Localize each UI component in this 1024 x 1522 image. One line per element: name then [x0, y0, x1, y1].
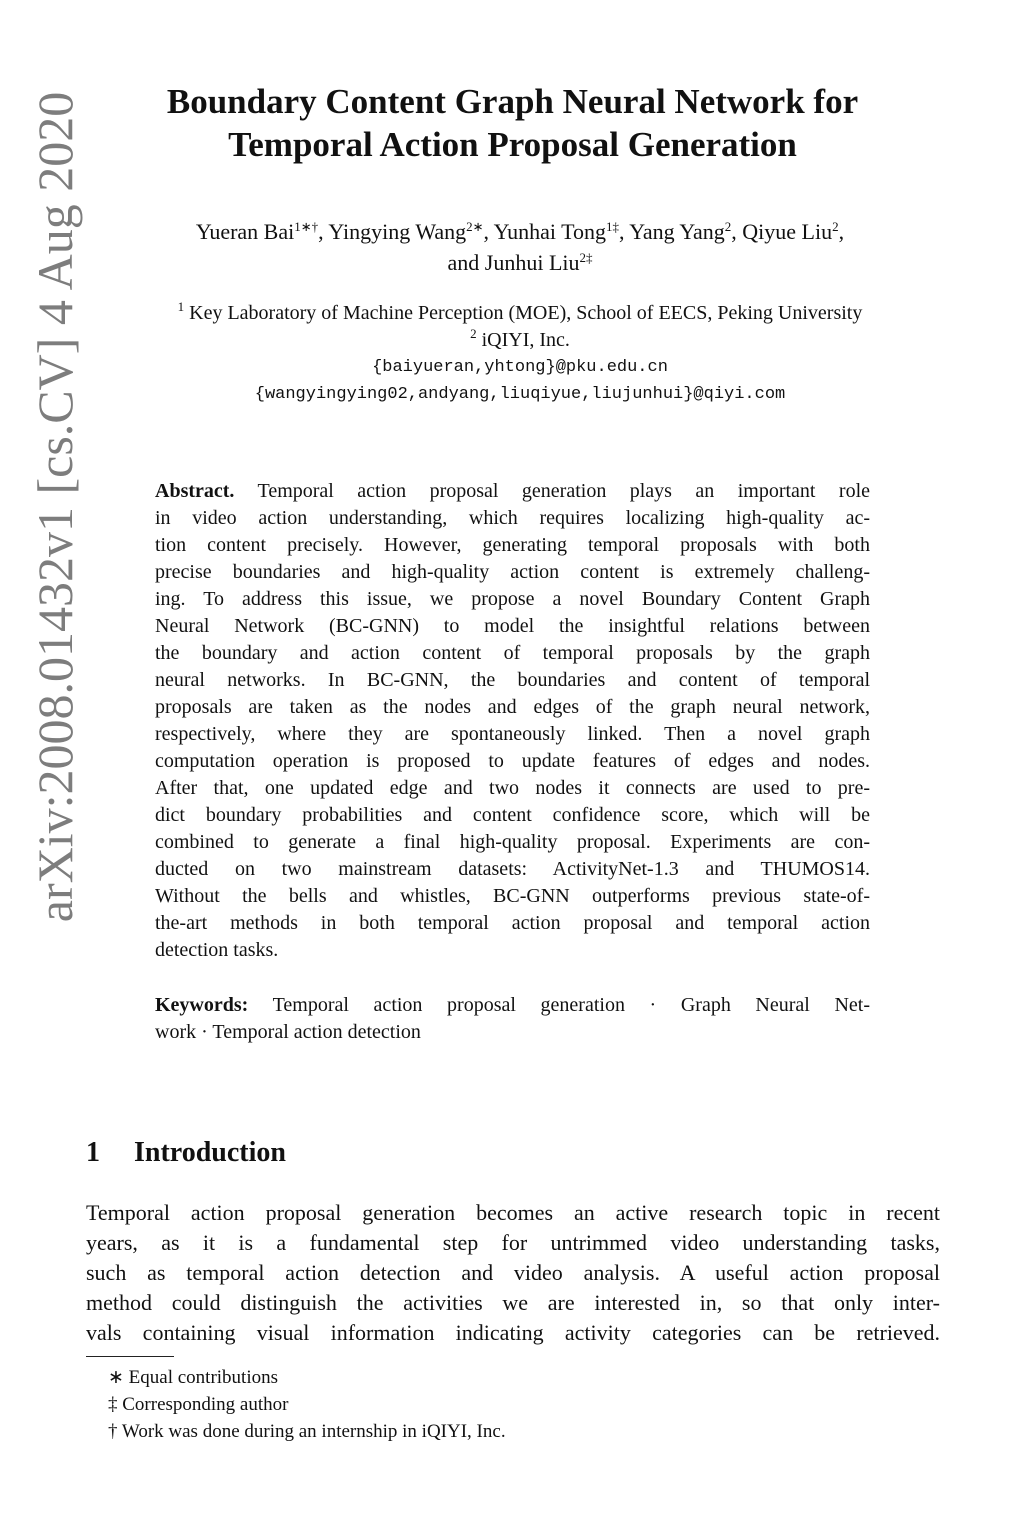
abstract-line: computation operation is proposed to update features of edges and nodes. [155, 750, 870, 772]
abstract-line: Neural Network (BC-GNN) to model the insightful relations between [155, 615, 870, 637]
abstract-line: the-art methods in both temporal action proposal and temporal action [155, 912, 870, 934]
abstract-line: dict boundary probabilities and content confidence score, which will be [155, 804, 870, 826]
abstract-line: ing. To address this issue, we propose a novel Boundary Content Graph [155, 588, 870, 610]
abstract-line: precise boundaries and high-quality action content is extremely challeng- [155, 561, 870, 583]
author-list [95, 216, 945, 278]
affiliation-text: Key Laboratory of Machine Perception (MOE), School of EECS, Peking University [184, 302, 863, 324]
arxiv-identifier-text: arXiv:2008.01432v1 [cs.CV] 4 Aug 2020 [27, 91, 83, 923]
author-line-1 [95, 216, 945, 247]
abstract-line: the boundary and action content of temporal proposals by the graph [155, 642, 870, 664]
author-mark: 2∗ [466, 219, 484, 234]
intro-line: Temporal action proposal generation becomes an active research topic in recent [86, 1200, 940, 1225]
abstract-line: respectively, where they are spontaneously linked. Then a novel graph [155, 723, 870, 745]
author-mark: 2 [724, 219, 732, 234]
author-name: , Qiyue Liu [731, 219, 833, 244]
author-line-2 [95, 247, 945, 278]
author-separator: , [838, 219, 845, 244]
affiliation-2 [95, 327, 945, 354]
intro-line: method could distinguish the activities we are interested in, so that only inter- [86, 1290, 940, 1315]
author-mark: 1‡ [606, 219, 620, 234]
abstract-line: proposals are taken as the nodes and edges of the graph neural network, [155, 696, 870, 718]
abstract-line: detection tasks. [155, 939, 279, 961]
arxiv-identifier [24, 74, 86, 940]
keywords-text: Temporal action proposal generation · Graph Neural Net- [272, 994, 871, 1016]
abstract-line: tion content precisely. However, generating temporal proposals with both [155, 534, 870, 556]
footnote: ∗ Equal contributions [108, 1367, 279, 1388]
abstract-line [155, 478, 870, 505]
intro-line: years, as it is a fundamental step for untrimmed video understanding tasks, [86, 1230, 940, 1255]
keywords [155, 992, 870, 1046]
intro-line: vals containing visual information indicating activity categories can be retrieved. [86, 1320, 940, 1345]
footnote-rule [86, 1356, 174, 1357]
author-name: Yueran Bai [195, 219, 295, 244]
abstract-line: combined to generate a final high-quality proposal. Experiments are con- [155, 831, 870, 853]
affiliations [95, 300, 945, 408]
footnote: ‡ Corresponding author [108, 1394, 289, 1415]
title-line-1: Boundary Content Graph Neural Network for [166, 82, 859, 121]
footnote: † Work was done during an internship in iQIYI, Inc. [108, 1421, 506, 1442]
abstract-label: Abstract. [155, 480, 235, 502]
keywords-line-2: work · Temporal action detection [155, 1021, 421, 1043]
author-mark: 2‡ [579, 250, 593, 265]
abstract-line: in video action understanding, which requires localizing high-quality ac- [155, 507, 870, 529]
author-name: , Yang Yang [619, 219, 725, 244]
keywords-label: Keywords: [155, 994, 249, 1016]
section-title: Introduction [134, 1137, 286, 1168]
author-mark: 1∗† [294, 219, 319, 234]
keywords-line-1 [155, 992, 870, 1019]
paper-title [95, 80, 930, 166]
abstract [155, 478, 870, 964]
intro-paragraph [86, 1198, 940, 1348]
abstract-line: Without the bells and whistles, BC-GNN outperforms previous state-of- [155, 885, 870, 907]
footnotes [108, 1364, 506, 1445]
author-mark: 2 [832, 219, 839, 234]
section-heading [86, 1135, 286, 1171]
author-name: , Yingying Wang [318, 219, 467, 244]
abstract-line: neural networks. In BC-GNN, the boundaries and content of temporal [155, 669, 870, 691]
email-line-2: {wangyingying02,andyang,liuqiyue,liujunhui}@qiyi.com [254, 385, 786, 404]
author-name: and Junhui Liu [447, 250, 580, 275]
author-name: , Yunhai Tong [483, 219, 607, 244]
abstract-line: After that, one updated edge and two nodes it connects are used to pre- [155, 777, 870, 799]
affiliation-1 [95, 300, 945, 327]
affiliation-mark: 2 [470, 326, 477, 341]
affiliation-mark: 1 [177, 299, 185, 314]
email-line-1: {baiyueran,yhtong}@pku.edu.cn [372, 358, 668, 377]
affiliation-text: iQIYI, Inc. [476, 329, 570, 351]
title-line-2: Temporal Action Proposal Generation [228, 125, 797, 164]
intro-line: such as temporal action detection and video analysis. A useful action proposal [86, 1260, 940, 1285]
abstract-first-line: Temporal action proposal generation plays an important role [257, 480, 870, 502]
section-number: 1 [86, 1137, 100, 1168]
abstract-line: ducted on two mainstream datasets: ActivityNet-1.3 and THUMOS14. [155, 858, 870, 880]
